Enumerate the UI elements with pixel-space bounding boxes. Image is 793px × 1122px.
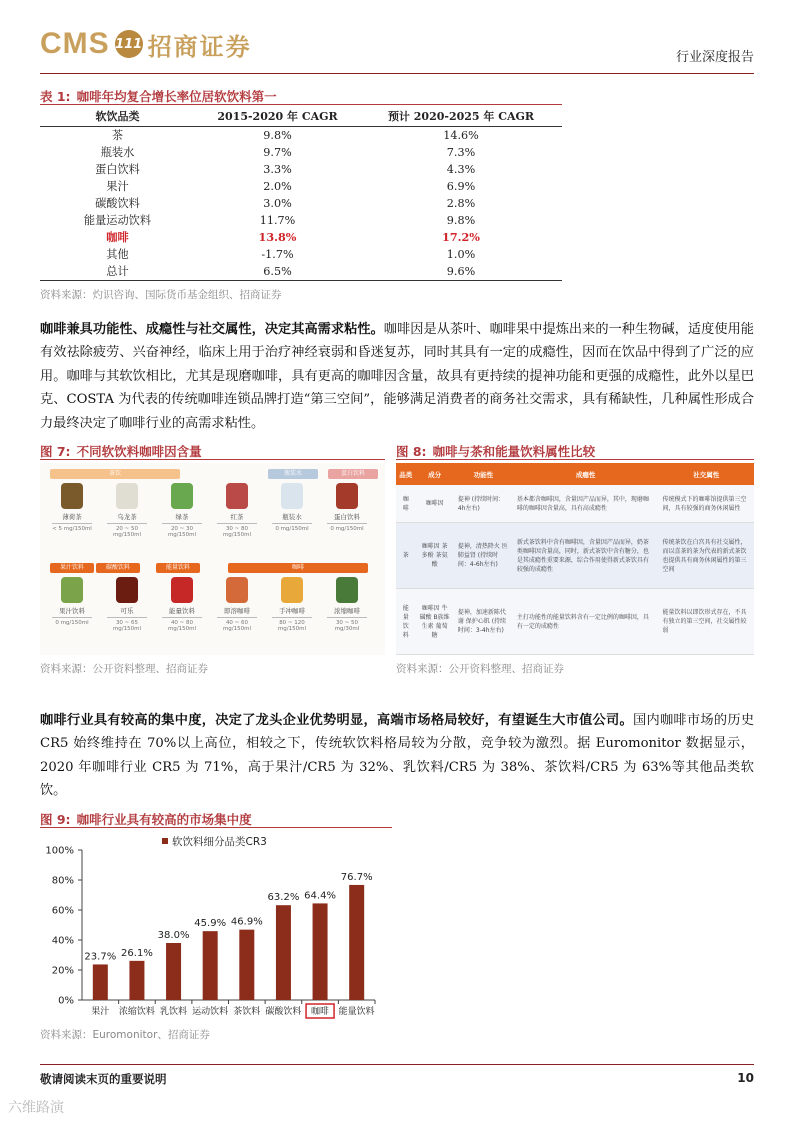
table-cell: 4.3% xyxy=(446,162,476,176)
table-row xyxy=(40,212,562,229)
table-row xyxy=(40,161,562,178)
table-cell: 能量饮料以即饮形式存在，不具有独立的第三空间，社交属性较弱 xyxy=(659,589,754,655)
figure7-caption-rule xyxy=(40,459,385,460)
bar xyxy=(129,961,144,1000)
table-row xyxy=(40,126,562,144)
table-cell: 茶 xyxy=(111,128,124,142)
drink-group-label: 瓶装水 xyxy=(268,469,318,479)
table-cell: 9.8% xyxy=(263,128,292,142)
data-label: 64.4% xyxy=(304,890,336,902)
table-cell: 6.9% xyxy=(446,179,476,193)
table-cell: 3.3% xyxy=(263,162,292,176)
drink-name: 瓶装水 xyxy=(282,513,302,521)
drink-name: 绿茶 xyxy=(175,513,189,521)
figure8-source: 资料来源：公开资料整理、招商证券 xyxy=(396,663,564,675)
watermark: 六维路演 xyxy=(8,1100,64,1116)
table-cell: 碳酸饮料 xyxy=(95,196,140,210)
table-cell: 13.8% xyxy=(258,230,297,245)
table-cell: 传统模式下的咖啡馆提供第三空间，具有较强的商务休闲属性 xyxy=(659,485,754,523)
table-cell: 能量运动饮料 xyxy=(83,213,152,227)
drink-name: 浓缩咖啡 xyxy=(334,607,360,615)
drink-item xyxy=(52,577,92,626)
table-cell: 咖啡 xyxy=(396,485,415,523)
table-cell: 瓶装水 xyxy=(100,145,135,159)
caffeine-value: 20 ~ 50 mg/150ml xyxy=(107,523,147,538)
y-tick-label: 80% xyxy=(51,875,74,887)
table-cell: 11.7% xyxy=(259,213,296,227)
drink-group-label: 碳酸饮料 xyxy=(96,563,140,573)
drink-item xyxy=(162,483,202,538)
table-body xyxy=(396,485,754,655)
table-cell: 蛋白饮料 xyxy=(95,162,140,176)
table-row xyxy=(396,589,754,655)
drink-item xyxy=(107,483,147,538)
table-cell: 9.8% xyxy=(446,213,476,227)
table-cell: 14.6% xyxy=(443,128,479,142)
logo-chinese-text: 招商证券 xyxy=(147,31,252,61)
caffeine-value: 40 ~ 60 mg/150ml xyxy=(217,617,257,632)
table-row xyxy=(40,195,562,212)
table-cell: 主打功能性的能量饮料含有一定比例的咖啡因，具有一定的成瘾性 xyxy=(513,589,659,655)
bar xyxy=(93,964,108,1000)
y-tick-label: 40% xyxy=(51,935,74,947)
caffeine-infographic xyxy=(40,463,385,655)
figure8-caption-text: 咖啡与茶和能量饮料属性比较 xyxy=(432,444,596,459)
table-cell: 果汁 xyxy=(106,179,129,193)
table1-caption-text: 咖啡年均复合增长率位居软饮料第一 xyxy=(76,89,277,104)
table-header-cell: 2015-2020 年 CAGR xyxy=(195,106,360,126)
caffeine-value: 40 ~ 80 mg/150ml xyxy=(162,617,202,632)
drink-item xyxy=(272,483,312,532)
drink-icon xyxy=(61,483,83,509)
figure9-caption-rule xyxy=(40,827,392,828)
table-header-cell: 功能性 xyxy=(454,463,513,485)
paragraph-body: 国内咖啡市场的历史 CR5 始终维持在 70%以上高位，相较之下，传统软饮料格局较为分散，竞争较为激烈。据 Euromonitor 数据显示，2020 年咖啡行业 CR5 为 71%，高于果汁/CR5 为 32%、乳饮料/CR5 为 38%、茶饮料/CR5 为 63%等其他品类软饮。 xyxy=(40,713,755,799)
table-cell: 总计 xyxy=(40,263,195,281)
page-footer xyxy=(40,1064,754,1086)
drink-name: 红茶 xyxy=(230,513,244,521)
table-row xyxy=(40,246,562,263)
table-cell: 咖啡因 牛磺酸 B族维生素 葡萄糖 xyxy=(415,589,454,655)
table-header-cell: 成分 xyxy=(415,463,454,485)
figure8-caption xyxy=(396,442,595,460)
drink-group-label: 咖啡 xyxy=(228,563,368,573)
y-tick-label: 20% xyxy=(51,965,74,977)
drink-group-label: 能量饮料 xyxy=(156,563,200,573)
y-tick-label: 100% xyxy=(45,845,74,857)
figure9-source: 资料来源：Euromonitor、招商证券 xyxy=(40,1029,210,1041)
table-cell: 6.5% xyxy=(195,263,360,281)
page-header xyxy=(40,18,754,74)
y-tick-label: 60% xyxy=(51,905,74,917)
figure7-caption-text: 不同软饮料咖啡因含量 xyxy=(76,444,202,459)
table-cell: 2.0% xyxy=(263,179,292,193)
table-cell: 基本都含咖啡因，含量因产品而异，其中，现磨咖啡的咖啡因含量高，具有高成瘾性 xyxy=(513,485,659,523)
drink-item xyxy=(162,577,202,632)
drink-name: 薄荷茶 xyxy=(62,513,82,521)
table-header-cell: 预计 2020-2025 年 CAGR xyxy=(360,106,562,126)
figure7-caption-num: 图 7: xyxy=(40,444,71,459)
table-cell: 咖啡因 xyxy=(415,485,454,523)
figure9-caption xyxy=(40,810,252,828)
table-row xyxy=(396,523,754,589)
table-header-row xyxy=(396,463,754,485)
caffeine-value: 20 ~ 30 mg/150ml xyxy=(162,523,202,538)
table-row xyxy=(40,229,562,246)
table1-caption-rule xyxy=(40,104,562,105)
table-row xyxy=(40,263,562,281)
drink-icon xyxy=(281,577,303,603)
drink-name: 可乐 xyxy=(120,607,134,615)
report-type: 行业深度报告 xyxy=(675,50,754,65)
drink-item xyxy=(272,577,312,632)
x-tick-label: 果汁 xyxy=(91,1007,110,1017)
table-row xyxy=(40,144,562,161)
attribute-comparison-table xyxy=(396,463,754,655)
table-cell: 能量饮料 xyxy=(396,589,415,655)
table-cell: 其他 xyxy=(106,248,129,262)
table-cell: -1.7% xyxy=(261,248,294,262)
cagr-table xyxy=(40,106,562,281)
bar xyxy=(203,931,218,1000)
table-header-cell: 品类 xyxy=(396,463,415,485)
caffeine-value: 0 mg/150ml xyxy=(52,617,92,626)
drink-icon xyxy=(226,483,248,509)
disclaimer-note: 敬请阅读末页的重要说明 xyxy=(40,1072,167,1086)
table-cell: 9.7% xyxy=(263,145,292,159)
drink-icon xyxy=(336,483,358,509)
x-tick-label: 乳饮料 xyxy=(160,1007,188,1017)
paragraph-concentration xyxy=(40,709,754,803)
table-cell: 3.0% xyxy=(263,196,292,210)
data-label: 23.7% xyxy=(84,951,117,963)
bar xyxy=(276,905,291,1000)
table-cell: 咖啡因 茶多酚 茶氨酸 xyxy=(415,523,454,589)
page-number: 10 xyxy=(737,1071,754,1085)
figure9-caption-num: 图 9: xyxy=(40,812,71,827)
drink-name: 即溶咖啡 xyxy=(224,607,250,615)
company-logo xyxy=(40,24,252,64)
table-header-cell: 软饮品类 xyxy=(40,106,195,126)
table1-caption xyxy=(40,87,277,105)
figure7-source: 资料来源：公开资料整理、招商证券 xyxy=(40,663,208,675)
drink-icon xyxy=(171,483,193,509)
table1-caption-num: 表 1: xyxy=(40,89,71,104)
logo-cms-text: CMS xyxy=(40,27,110,60)
bar xyxy=(166,943,181,1000)
drink-item xyxy=(327,577,367,632)
table-cell: 传统茶饮在白宫具有社交属性，而以喜茶的茶为代表的新式茶饮也提供具有商务休闲属性的第三空间 xyxy=(659,523,754,589)
table-cell: 7.3% xyxy=(446,145,476,159)
drink-item xyxy=(217,577,257,632)
drink-item xyxy=(327,483,367,532)
drink-name: 蛋白饮料 xyxy=(334,513,360,521)
table-row xyxy=(396,485,754,523)
legend-label: 软饮料细分品类CR3 xyxy=(172,836,267,848)
table-body xyxy=(40,126,562,281)
data-label: 63.2% xyxy=(267,892,300,904)
figure8-caption-num: 图 8: xyxy=(396,444,427,459)
table-header-row xyxy=(40,106,562,126)
table-cell: 2.8% xyxy=(446,196,476,210)
table1-source: 资料来源：灼识咨询、国际货币基金组织、招商证券 xyxy=(40,289,282,301)
table-row xyxy=(40,178,562,195)
bar xyxy=(349,885,364,1000)
bar xyxy=(313,903,328,1000)
caffeine-value: 30 ~ 50 mg/30ml xyxy=(327,617,367,632)
table-cell: 17.2% xyxy=(442,230,480,245)
caffeine-value: < 5 mg/150ml xyxy=(52,523,92,532)
drink-icon xyxy=(61,577,83,603)
drink-group-label: 茶饮 xyxy=(50,469,180,479)
table-header-cell: 成瘾性 xyxy=(513,463,659,485)
drink-name: 乌龙茶 xyxy=(117,513,137,521)
caffeine-value: 0 mg/150ml xyxy=(327,523,367,532)
table-header-cell: 社交属性 xyxy=(659,463,754,485)
caffeine-value: 30 ~ 80 mg/150ml xyxy=(217,523,257,538)
caffeine-value: 80 ~ 120 mg/150ml xyxy=(272,617,312,632)
data-label: 45.9% xyxy=(194,918,227,930)
x-tick-label: 能量饮料 xyxy=(338,1007,375,1017)
x-tick-label: 浓缩饮料 xyxy=(118,1007,155,1017)
cr3-bar-chart xyxy=(40,830,392,1020)
drink-item xyxy=(107,577,147,632)
logo-badge-icon: 111 xyxy=(115,30,143,58)
drink-name: 果汁饮料 xyxy=(59,607,85,615)
drink-icon xyxy=(226,577,248,603)
drink-name: 手冲咖啡 xyxy=(279,607,305,615)
data-label: 76.7% xyxy=(340,871,373,883)
caffeine-value: 30 ~ 65 mg/150ml xyxy=(107,617,147,632)
drink-item xyxy=(52,483,92,532)
x-tick-label: 咖啡 xyxy=(311,1007,330,1017)
figure8-caption-rule xyxy=(396,459,754,460)
paragraph-lead: 咖啡兼具功能性、成瘾性与社交属性，决定其高需求粘性。 xyxy=(40,322,384,337)
table-cell: 咖啡 xyxy=(106,230,129,245)
drink-item xyxy=(217,483,257,538)
caffeine-value: 0 mg/150ml xyxy=(272,523,312,532)
drink-icon xyxy=(336,577,358,603)
paragraph-coffee-attributes xyxy=(40,318,754,435)
drink-icon xyxy=(116,483,138,509)
table-cell: 茶 xyxy=(396,523,415,589)
drink-icon xyxy=(281,483,303,509)
x-tick-label: 碳酸饮料 xyxy=(265,1007,302,1017)
table-cell: 提神 (持续时间：4h左右) xyxy=(454,485,513,523)
data-label: 26.1% xyxy=(121,947,153,959)
bar xyxy=(239,930,254,1000)
table-cell: 提神，加速新陈代谢 保护心肌 (持续时间：3-4h左右) xyxy=(454,589,513,655)
x-tick-label: 茶饮料 xyxy=(233,1007,261,1017)
drink-group-label: 果汁饮料 xyxy=(50,563,94,573)
drink-group-label: 蛋白饮料 xyxy=(328,469,378,479)
drink-name: 能量饮料 xyxy=(169,607,195,615)
paragraph-lead: 咖啡行业具有较高的集中度，决定了龙头企业优势明显，高端市场格局较好，有望诞生大市值公司。 xyxy=(40,713,633,728)
legend-swatch xyxy=(162,838,168,844)
drink-icon xyxy=(171,577,193,603)
figure7-caption xyxy=(40,442,202,460)
drink-icon xyxy=(116,577,138,603)
data-label: 38.0% xyxy=(157,930,190,941)
x-tick-label: 运动饮料 xyxy=(192,1007,229,1017)
paragraph-body: 咖啡因是从茶叶、咖啡果中提炼出来的一种生物碱，适度使用能有效祛除疲劳、兴奋神经，临床上用于治疗神经衰弱和昏迷复苏，同时其具有一定的成瘾性，因而在饮品中得到了广泛的应用。咖啡与其软饮相比，尤其是现磨咖啡，具有更高的咖啡因含量，故具有更持续的提神功能和更强的成瘾性，此外以星巴克、COSTA 为代表的传统咖啡连锁品牌打造“第三空间”，能够满足消费者的商务社交需求，具有稀缺性，几种属性形成合力最终决定了咖啡行业的高需求粘性。 xyxy=(40,322,754,431)
table-cell: 1.0% xyxy=(446,248,476,262)
table-cell: 提神，清热降火 医肺益肾 (持续时间：4-6h左右) xyxy=(454,523,513,589)
table-cell: 9.6% xyxy=(360,263,562,281)
figure9-caption-text: 咖啡行业具有较高的市场集中度 xyxy=(76,812,252,827)
data-label: 46.9% xyxy=(230,916,263,928)
y-tick-label: 0% xyxy=(58,995,74,1007)
table-cell: 新式茶饮料中含有咖啡因，含量因产品而异，奶茶类咖啡因含量高，同时，新式茶饮中含有糖分，也是其成瘾性重要来源，综合作用使得新式茶饮具有较强的成瘾性 xyxy=(513,523,659,589)
